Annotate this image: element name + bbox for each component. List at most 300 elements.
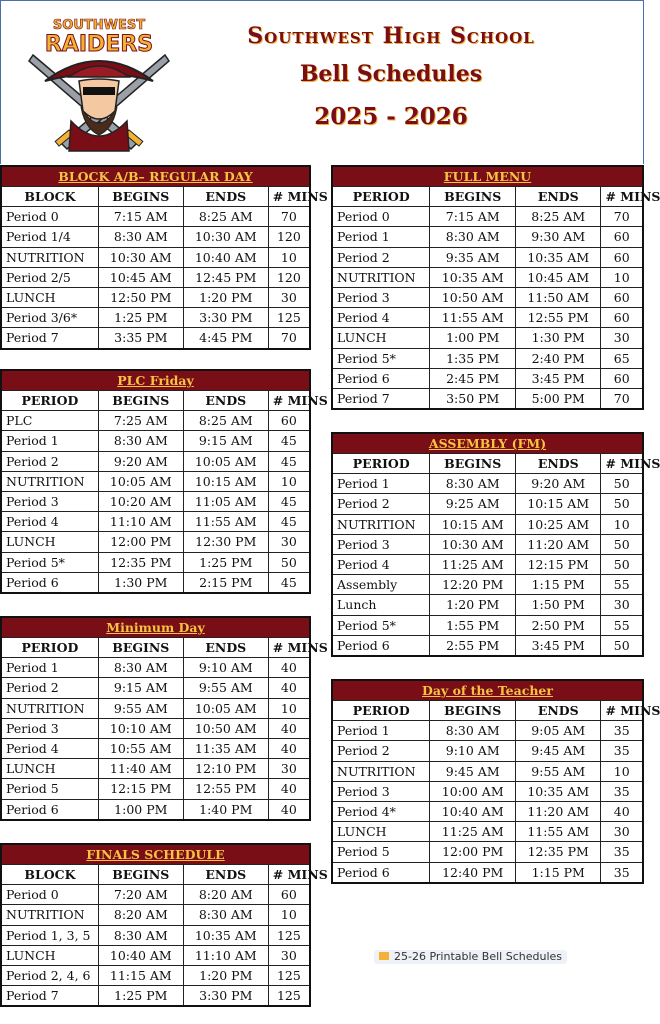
table-row	[1, 491, 310, 511]
begins-cell: 8:30 AM	[430, 721, 516, 741]
table-row	[332, 575, 643, 595]
table-row	[1, 451, 310, 471]
minutes-cell: 60	[601, 308, 643, 328]
table-row	[332, 474, 643, 494]
schedule-table-blockab	[0, 165, 328, 350]
begins-cell: 1:35 PM	[430, 348, 516, 368]
table-row	[332, 801, 643, 821]
column-header: PERIOD	[332, 187, 430, 207]
table-row	[332, 822, 643, 842]
period-cell: Period 4	[332, 554, 430, 574]
begins-cell: 8:30 AM	[430, 227, 516, 247]
begins-cell: 7:15 AM	[430, 207, 516, 227]
column-header: # MINS	[268, 187, 310, 207]
table-header-row	[332, 454, 643, 474]
minutes-cell: 120	[268, 227, 310, 247]
table-row	[332, 842, 643, 862]
ends-cell: 9:55 AM	[183, 678, 268, 698]
table-row	[1, 287, 310, 307]
column-header: ENDS	[515, 187, 601, 207]
period-cell: Assembly	[332, 575, 430, 595]
table-header-row	[1, 638, 310, 658]
minutes-cell: 45	[268, 512, 310, 532]
period-cell: Period 3/6*	[1, 308, 98, 328]
table-row	[1, 759, 310, 779]
ends-cell: 10:25 AM	[515, 514, 601, 534]
table-row	[1, 658, 310, 678]
period-cell: Period 2/5	[1, 267, 98, 287]
column-header: ENDS	[515, 701, 601, 721]
column-header: BEGINS	[430, 701, 516, 721]
minutes-cell: 30	[268, 287, 310, 307]
begins-cell: 11:55 AM	[430, 308, 516, 328]
schedule-table-assembly	[331, 432, 660, 657]
period-cell: Period 7	[1, 986, 98, 1007]
begins-cell: 10:30 AM	[430, 534, 516, 554]
minutes-cell: 40	[268, 678, 310, 698]
period-cell: Period 4*	[332, 801, 430, 821]
minutes-cell: 35	[601, 862, 643, 883]
begins-cell: 8:30 AM	[98, 227, 183, 247]
minutes-cell: 60	[601, 368, 643, 388]
period-cell: NUTRITION	[1, 905, 98, 925]
begins-cell: 9:35 AM	[430, 247, 516, 267]
ends-cell: 12:45 PM	[183, 267, 268, 287]
ends-cell: 8:25 AM	[183, 207, 268, 227]
period-cell: Period 1	[1, 658, 98, 678]
minutes-cell: 35	[601, 842, 643, 862]
begins-cell: 10:15 AM	[430, 514, 516, 534]
minutes-cell: 70	[268, 207, 310, 227]
column-header: PERIOD	[1, 391, 98, 411]
column-header: ENDS	[183, 865, 268, 885]
column-header: # MINS	[268, 865, 310, 885]
begins-cell: 12:40 PM	[430, 862, 516, 883]
ends-cell: 12:10 PM	[183, 759, 268, 779]
minutes-cell: 50	[601, 554, 643, 574]
table-row	[332, 761, 643, 781]
minutes-cell: 70	[268, 328, 310, 349]
table-row	[332, 741, 643, 761]
minutes-cell: 10	[268, 247, 310, 267]
minutes-cell: 55	[601, 615, 643, 635]
table-row	[1, 411, 310, 431]
period-cell: Period 5*	[332, 348, 430, 368]
ends-cell: 3:30 PM	[183, 308, 268, 328]
column-header: # MINS	[601, 701, 643, 721]
table-row	[332, 514, 643, 534]
ends-cell: 2:40 PM	[515, 348, 601, 368]
begins-cell: 9:15 AM	[98, 678, 183, 698]
table-row	[1, 471, 310, 491]
begins-cell: 9:55 AM	[98, 698, 183, 718]
period-cell: Period 2	[1, 451, 98, 471]
minutes-cell: 10	[601, 267, 643, 287]
ends-cell: 9:55 AM	[515, 761, 601, 781]
ends-cell: 10:05 AM	[183, 451, 268, 471]
period-cell: LUNCH	[332, 328, 430, 348]
ends-cell: 8:25 AM	[515, 207, 601, 227]
begins-cell: 3:35 PM	[98, 328, 183, 349]
period-cell: LUNCH	[1, 945, 98, 965]
table-row	[1, 965, 310, 985]
period-cell: Period 4	[1, 512, 98, 532]
period-cell: Period 1	[332, 474, 430, 494]
begins-cell: 8:30 AM	[98, 925, 183, 945]
minutes-cell: 35	[601, 721, 643, 741]
column-header: PERIOD	[332, 701, 430, 721]
ends-cell: 12:15 PM	[515, 554, 601, 574]
table-row	[1, 779, 310, 799]
begins-cell: 7:15 AM	[98, 207, 183, 227]
ends-cell: 10:50 AM	[183, 718, 268, 738]
ends-cell: 8:20 AM	[183, 885, 268, 905]
minutes-cell: 60	[601, 227, 643, 247]
minutes-cell: 125	[268, 986, 310, 1007]
period-cell: NUTRITION	[1, 698, 98, 718]
printable-schedules-link[interactable]	[374, 950, 567, 964]
ends-cell: 8:25 AM	[183, 411, 268, 431]
period-cell: Period 2	[332, 741, 430, 761]
period-cell: Period 5	[1, 779, 98, 799]
minutes-cell: 50	[601, 474, 643, 494]
ends-cell: 9:20 AM	[515, 474, 601, 494]
ends-cell: 1:25 PM	[183, 552, 268, 572]
minutes-cell: 120	[268, 267, 310, 287]
school-year: 2025 - 2026	[314, 103, 468, 130]
period-cell: NUTRITION	[332, 761, 430, 781]
period-cell: Period 2	[1, 678, 98, 698]
ends-cell: 10:30 AM	[183, 227, 268, 247]
page-subtitle: Bell Schedules	[299, 61, 483, 87]
schedule-table-fullmenu	[331, 165, 660, 410]
begins-cell: 2:45 PM	[430, 368, 516, 388]
begins-cell: 10:55 AM	[98, 738, 183, 758]
ends-cell: 11:35 AM	[183, 738, 268, 758]
period-cell: Period 5	[332, 842, 430, 862]
column-header: ENDS	[515, 454, 601, 474]
column-header: PERIOD	[332, 454, 430, 474]
period-cell: Period 1	[332, 227, 430, 247]
ends-cell: 1:15 PM	[515, 575, 601, 595]
school-name: Southwest High School	[247, 23, 535, 49]
table-row	[332, 615, 643, 635]
table-row	[332, 862, 643, 883]
column-header: BLOCK	[1, 187, 98, 207]
minutes-cell: 125	[268, 308, 310, 328]
table-title: FULL MENU	[332, 166, 643, 187]
minutes-cell: 30	[601, 822, 643, 842]
table-title: ASSEMBLY (FM)	[332, 433, 643, 454]
minutes-cell: 70	[601, 388, 643, 409]
table-row	[332, 721, 643, 741]
table-row	[1, 512, 310, 532]
begins-cell: 1:25 PM	[98, 986, 183, 1007]
begins-cell: 10:20 AM	[98, 491, 183, 511]
table-row	[1, 905, 310, 925]
schedule-table-plc	[0, 369, 328, 594]
begins-cell: 7:25 AM	[98, 411, 183, 431]
period-cell: Period 3	[332, 534, 430, 554]
table-row	[332, 308, 643, 328]
ends-cell: 9:15 AM	[183, 431, 268, 451]
table-row	[332, 368, 643, 388]
ends-cell: 12:55 PM	[515, 308, 601, 328]
table-title: FINALS SCHEDULE	[1, 844, 310, 865]
period-cell: Period 4	[1, 738, 98, 758]
table-row	[1, 945, 310, 965]
table-title: Day of the Teacher	[332, 680, 643, 701]
begins-cell: 7:20 AM	[98, 885, 183, 905]
ends-cell: 1:30 PM	[515, 328, 601, 348]
minutes-cell: 10	[601, 514, 643, 534]
minutes-cell: 65	[601, 348, 643, 368]
ends-cell: 11:10 AM	[183, 945, 268, 965]
period-cell: LUNCH	[1, 287, 98, 307]
begins-cell: 1:20 PM	[430, 595, 516, 615]
begins-cell: 1:25 PM	[98, 308, 183, 328]
minutes-cell: 50	[601, 494, 643, 514]
schedule-table-minimum	[0, 616, 328, 821]
table-row	[332, 595, 643, 615]
period-cell: LUNCH	[332, 822, 430, 842]
table-title: Minimum Day	[1, 617, 310, 638]
column-header: BEGINS	[98, 187, 183, 207]
period-cell: Period 3	[1, 491, 98, 511]
period-cell: NUTRITION	[332, 267, 430, 287]
begins-cell: 10:30 AM	[98, 247, 183, 267]
minutes-cell: 40	[268, 718, 310, 738]
minutes-cell: 125	[268, 965, 310, 985]
begins-cell: 10:50 AM	[430, 287, 516, 307]
minutes-cell: 45	[268, 491, 310, 511]
table-row	[1, 308, 310, 328]
table-row	[332, 554, 643, 574]
minutes-cell: 10	[268, 471, 310, 491]
raiders-logo	[25, 11, 173, 157]
begins-cell: 11:25 AM	[430, 822, 516, 842]
table-row	[332, 635, 643, 656]
minutes-cell: 40	[268, 799, 310, 820]
minutes-cell: 70	[601, 207, 643, 227]
table-row	[332, 494, 643, 514]
begins-cell: 12:20 PM	[430, 575, 516, 595]
begins-cell: 10:00 AM	[430, 781, 516, 801]
minutes-cell: 50	[601, 635, 643, 656]
ends-cell: 10:35 AM	[515, 247, 601, 267]
ends-cell: 9:05 AM	[515, 721, 601, 741]
ends-cell: 11:50 AM	[515, 287, 601, 307]
column-header: # MINS	[601, 187, 643, 207]
table-row	[1, 799, 310, 820]
ends-cell: 12:35 PM	[515, 842, 601, 862]
minutes-cell: 60	[268, 885, 310, 905]
ends-cell: 1:50 PM	[515, 595, 601, 615]
printable-schedules-label: 25-26 Printable Bell Schedules	[394, 950, 563, 963]
schedule-table-teacher	[331, 679, 660, 884]
ends-cell: 11:55 AM	[515, 822, 601, 842]
period-cell: Period 6	[1, 572, 98, 593]
period-cell: Period 0	[332, 207, 430, 227]
period-cell: Period 2	[332, 494, 430, 514]
ends-cell: 2:50 PM	[515, 615, 601, 635]
minutes-cell: 30	[601, 595, 643, 615]
period-cell: Period 3	[332, 287, 430, 307]
ends-cell: 1:15 PM	[515, 862, 601, 883]
begins-cell: 1:00 PM	[430, 328, 516, 348]
begins-cell: 10:05 AM	[98, 471, 183, 491]
period-cell: Period 6	[332, 635, 430, 656]
minutes-cell: 60	[601, 247, 643, 267]
minutes-cell: 45	[268, 431, 310, 451]
begins-cell: 12:00 PM	[98, 532, 183, 552]
schedule-table-finals	[0, 843, 328, 1007]
begins-cell: 8:30 AM	[98, 658, 183, 678]
ends-cell: 10:15 AM	[515, 494, 601, 514]
minutes-cell: 45	[268, 451, 310, 471]
column-header: ENDS	[183, 391, 268, 411]
document-icon	[379, 952, 389, 960]
ends-cell: 12:30 PM	[183, 532, 268, 552]
minutes-cell: 30	[601, 328, 643, 348]
table-row	[332, 534, 643, 554]
period-cell: NUTRITION	[1, 247, 98, 267]
begins-cell: 12:00 PM	[430, 842, 516, 862]
ends-cell: 10:40 AM	[183, 247, 268, 267]
period-cell: Period 1, 3, 5	[1, 925, 98, 945]
period-cell: Period 3	[1, 718, 98, 738]
table-row	[1, 431, 310, 451]
ends-cell: 10:35 AM	[515, 781, 601, 801]
period-cell: Period 0	[1, 885, 98, 905]
column-header: BEGINS	[98, 638, 183, 658]
period-cell: LUNCH	[1, 532, 98, 552]
period-cell: Period 5*	[1, 552, 98, 572]
table-header-row	[1, 187, 310, 207]
begins-cell: 12:35 PM	[98, 552, 183, 572]
period-cell: NUTRITION	[332, 514, 430, 534]
minutes-cell: 30	[268, 945, 310, 965]
period-cell: Lunch	[332, 595, 430, 615]
begins-cell: 2:55 PM	[430, 635, 516, 656]
begins-cell: 11:25 AM	[430, 554, 516, 574]
ends-cell: 9:10 AM	[183, 658, 268, 678]
begins-cell: 8:30 AM	[430, 474, 516, 494]
ends-cell: 10:45 AM	[515, 267, 601, 287]
minutes-cell: 40	[268, 658, 310, 678]
svg-text:SOUTHWEST: SOUTHWEST	[52, 18, 146, 33]
minutes-cell: 10	[601, 761, 643, 781]
period-cell: Period 6	[332, 368, 430, 388]
table-row	[332, 247, 643, 267]
page-header	[0, 0, 644, 164]
minutes-cell: 60	[268, 411, 310, 431]
table-row	[332, 328, 643, 348]
table-row	[1, 986, 310, 1007]
column-header: BEGINS	[430, 454, 516, 474]
column-header: # MINS	[268, 391, 310, 411]
minutes-cell: 30	[268, 532, 310, 552]
column-header: # MINS	[268, 638, 310, 658]
minutes-cell: 40	[268, 779, 310, 799]
table-row	[332, 227, 643, 247]
table-header-row	[1, 865, 310, 885]
minutes-cell: 30	[268, 759, 310, 779]
ends-cell: 10:15 AM	[183, 471, 268, 491]
minutes-cell: 50	[601, 534, 643, 554]
table-row	[1, 267, 310, 287]
column-header: BEGINS	[430, 187, 516, 207]
table-row	[1, 698, 310, 718]
begins-cell: 1:00 PM	[98, 799, 183, 820]
table-row	[332, 287, 643, 307]
begins-cell: 10:45 AM	[98, 267, 183, 287]
column-header: ENDS	[183, 187, 268, 207]
ends-cell: 3:45 PM	[515, 368, 601, 388]
begins-cell: 8:30 AM	[98, 431, 183, 451]
ends-cell: 10:35 AM	[183, 925, 268, 945]
ends-cell: 11:05 AM	[183, 491, 268, 511]
column-header: PERIOD	[1, 638, 98, 658]
ends-cell: 1:20 PM	[183, 287, 268, 307]
minutes-cell: 45	[268, 572, 310, 593]
period-cell: NUTRITION	[1, 471, 98, 491]
begins-cell: 10:40 AM	[430, 801, 516, 821]
table-row	[1, 532, 310, 552]
table-row	[1, 328, 310, 349]
ends-cell: 1:20 PM	[183, 965, 268, 985]
ends-cell: 3:45 PM	[515, 635, 601, 656]
period-cell: Period 6	[332, 862, 430, 883]
begins-cell: 12:50 PM	[98, 287, 183, 307]
minutes-cell: 10	[268, 905, 310, 925]
table-row	[1, 227, 310, 247]
ends-cell: 10:05 AM	[183, 698, 268, 718]
column-header: BEGINS	[98, 865, 183, 885]
table-row	[1, 718, 310, 738]
period-cell: Period 1	[1, 431, 98, 451]
begins-cell: 12:15 PM	[98, 779, 183, 799]
ends-cell: 11:20 AM	[515, 801, 601, 821]
period-cell: Period 7	[332, 388, 430, 409]
table-row	[1, 678, 310, 698]
table-row	[1, 572, 310, 593]
period-cell: Period 5*	[332, 615, 430, 635]
ends-cell: 9:45 AM	[515, 741, 601, 761]
period-cell: Period 4	[332, 308, 430, 328]
table-header-row	[332, 187, 643, 207]
ends-cell: 2:15 PM	[183, 572, 268, 593]
table-row	[332, 267, 643, 287]
period-cell: Period 1	[332, 721, 430, 741]
table-row	[1, 247, 310, 267]
period-cell: Period 3	[332, 781, 430, 801]
minutes-cell: 35	[601, 781, 643, 801]
period-cell: Period 7	[1, 328, 98, 349]
begins-cell: 11:40 AM	[98, 759, 183, 779]
svg-text:RAIDERS: RAIDERS	[44, 32, 154, 57]
table-row	[332, 388, 643, 409]
column-header: ENDS	[183, 638, 268, 658]
period-cell: Period 1/4	[1, 227, 98, 247]
period-cell: PLC	[1, 411, 98, 431]
table-row	[1, 885, 310, 905]
period-cell: Period 6	[1, 799, 98, 820]
table-row	[332, 781, 643, 801]
minutes-cell: 50	[268, 552, 310, 572]
begins-cell: 10:10 AM	[98, 718, 183, 738]
ends-cell: 12:55 PM	[183, 779, 268, 799]
